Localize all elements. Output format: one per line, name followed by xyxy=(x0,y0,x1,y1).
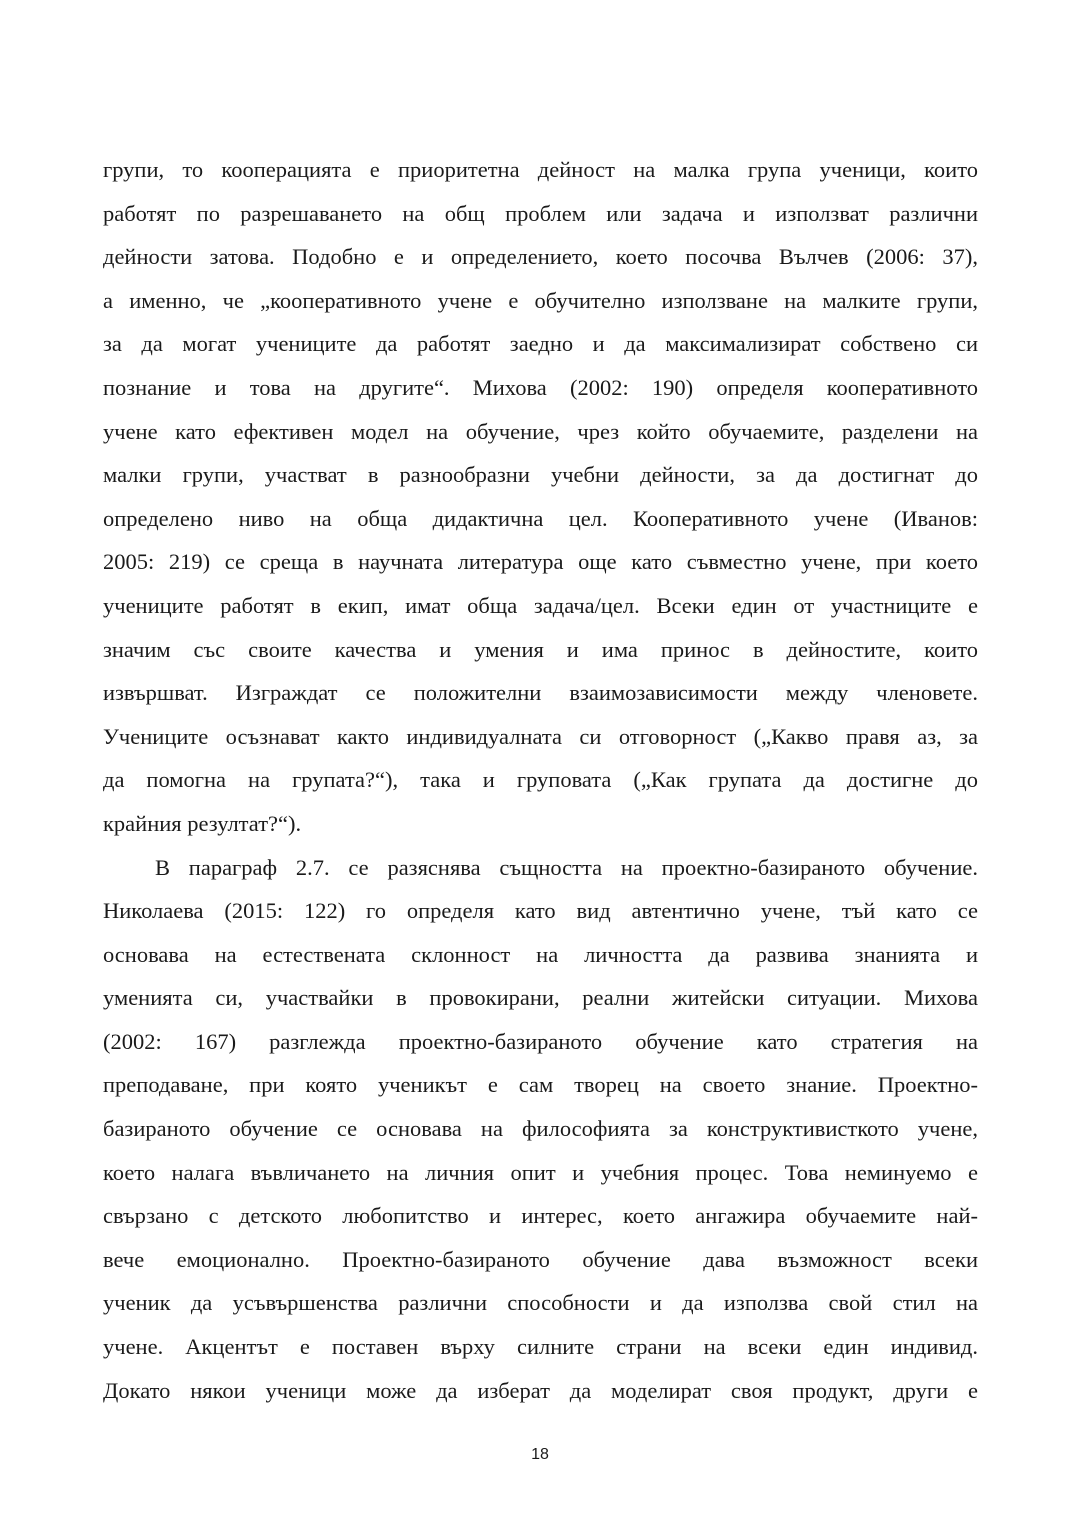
text-line: преподаване, при която ученикът е сам творец на своето знание. Проектно- xyxy=(103,1072,978,1098)
text-line: за да могат учениците да работят заедно и да максимализират собствено си xyxy=(103,331,978,357)
text-line: вече емоционално. Проектно-базираното обучение дава възможност всеки xyxy=(103,1246,978,1272)
text-line: 2005: 219) се среща в научната литература още като съвместно учене, при което xyxy=(103,549,978,575)
paragraph-first-line: В параграф 2.7. се разяснява същността на проектно-базираното обучение. xyxy=(155,854,978,880)
text-line: Николаева (2015: 122) го определя като вид автентично учене, тъй като се xyxy=(103,898,978,924)
text-line: (2002: 167) разглежда проектно-базираното обучение като стратегия на xyxy=(103,1028,978,1054)
text-line: да помогна на групата?“), така и груповата („Как групата да достигне до xyxy=(103,767,978,793)
text-line: извършват. Изграждат се положителни взаимозависимости между членовете. xyxy=(103,680,978,706)
text-line: крайния резултат?“). xyxy=(103,810,302,836)
text-line: работят по разрешаването на общ проблем или задача и използват различни xyxy=(103,200,978,226)
text-line: групи, то кооперацията е приоритетна дейност на малка група ученици, които xyxy=(103,157,978,182)
text-line: малки групи, участват в разнообразни учебни дейности, за да достигнат до xyxy=(103,462,978,488)
text-line: Докато някои ученици може да изберат да моделират своя продукт, други е xyxy=(103,1377,978,1403)
text-line: ученик да усъвършенства различни способности и да използва свой стил на xyxy=(103,1290,978,1316)
text-line: което налага въвличането на личния опит и учебния процес. Това неминуемо е xyxy=(103,1159,978,1185)
text-line: дейности затова. Подобно е и определението, което посочва Вълчев (2006: 37), xyxy=(103,244,978,270)
text-line: значим със своите качества и умения и има принос в дейностите, които xyxy=(103,636,978,662)
text-line: познание и това на другите“. Михова (2002: 190) определя кооперативното xyxy=(103,374,978,400)
text-line: учене. Акцентът е поставен върху силните страни на всеки един индивид. xyxy=(103,1334,978,1360)
text-line: уменията си, участвайки в провокирани, реални житейски ситуации. Михова xyxy=(103,985,978,1011)
text-line: учене като ефективен модел на обучение, чрез който обучаемите, разделени на xyxy=(103,418,978,444)
body-text xyxy=(103,148,978,1412)
text-line: свързано с детското любопитство и интерес, което ангажира обучаемите най- xyxy=(103,1203,978,1229)
text-line: определено ниво на обща дидактична цел. Кооперативното учене (Иванов: xyxy=(103,505,978,531)
page-number: 18 xyxy=(531,1446,549,1463)
text-line: Учениците осъзнават както индивидуалната си отговорност („Какво правя аз, за xyxy=(103,723,978,749)
text-line: учениците работят в екип, имат обща задача/цел. Всеки един от участниците е xyxy=(103,592,978,618)
text-line: базираното обучение се основава на философията за конструктивисткото учене, xyxy=(103,1116,978,1142)
text-line: основава на естествената склонност на личността да развива знанията и xyxy=(103,941,978,967)
text-line: а именно, че „кооперативното учене е обучително използване на малките групи, xyxy=(103,287,978,313)
